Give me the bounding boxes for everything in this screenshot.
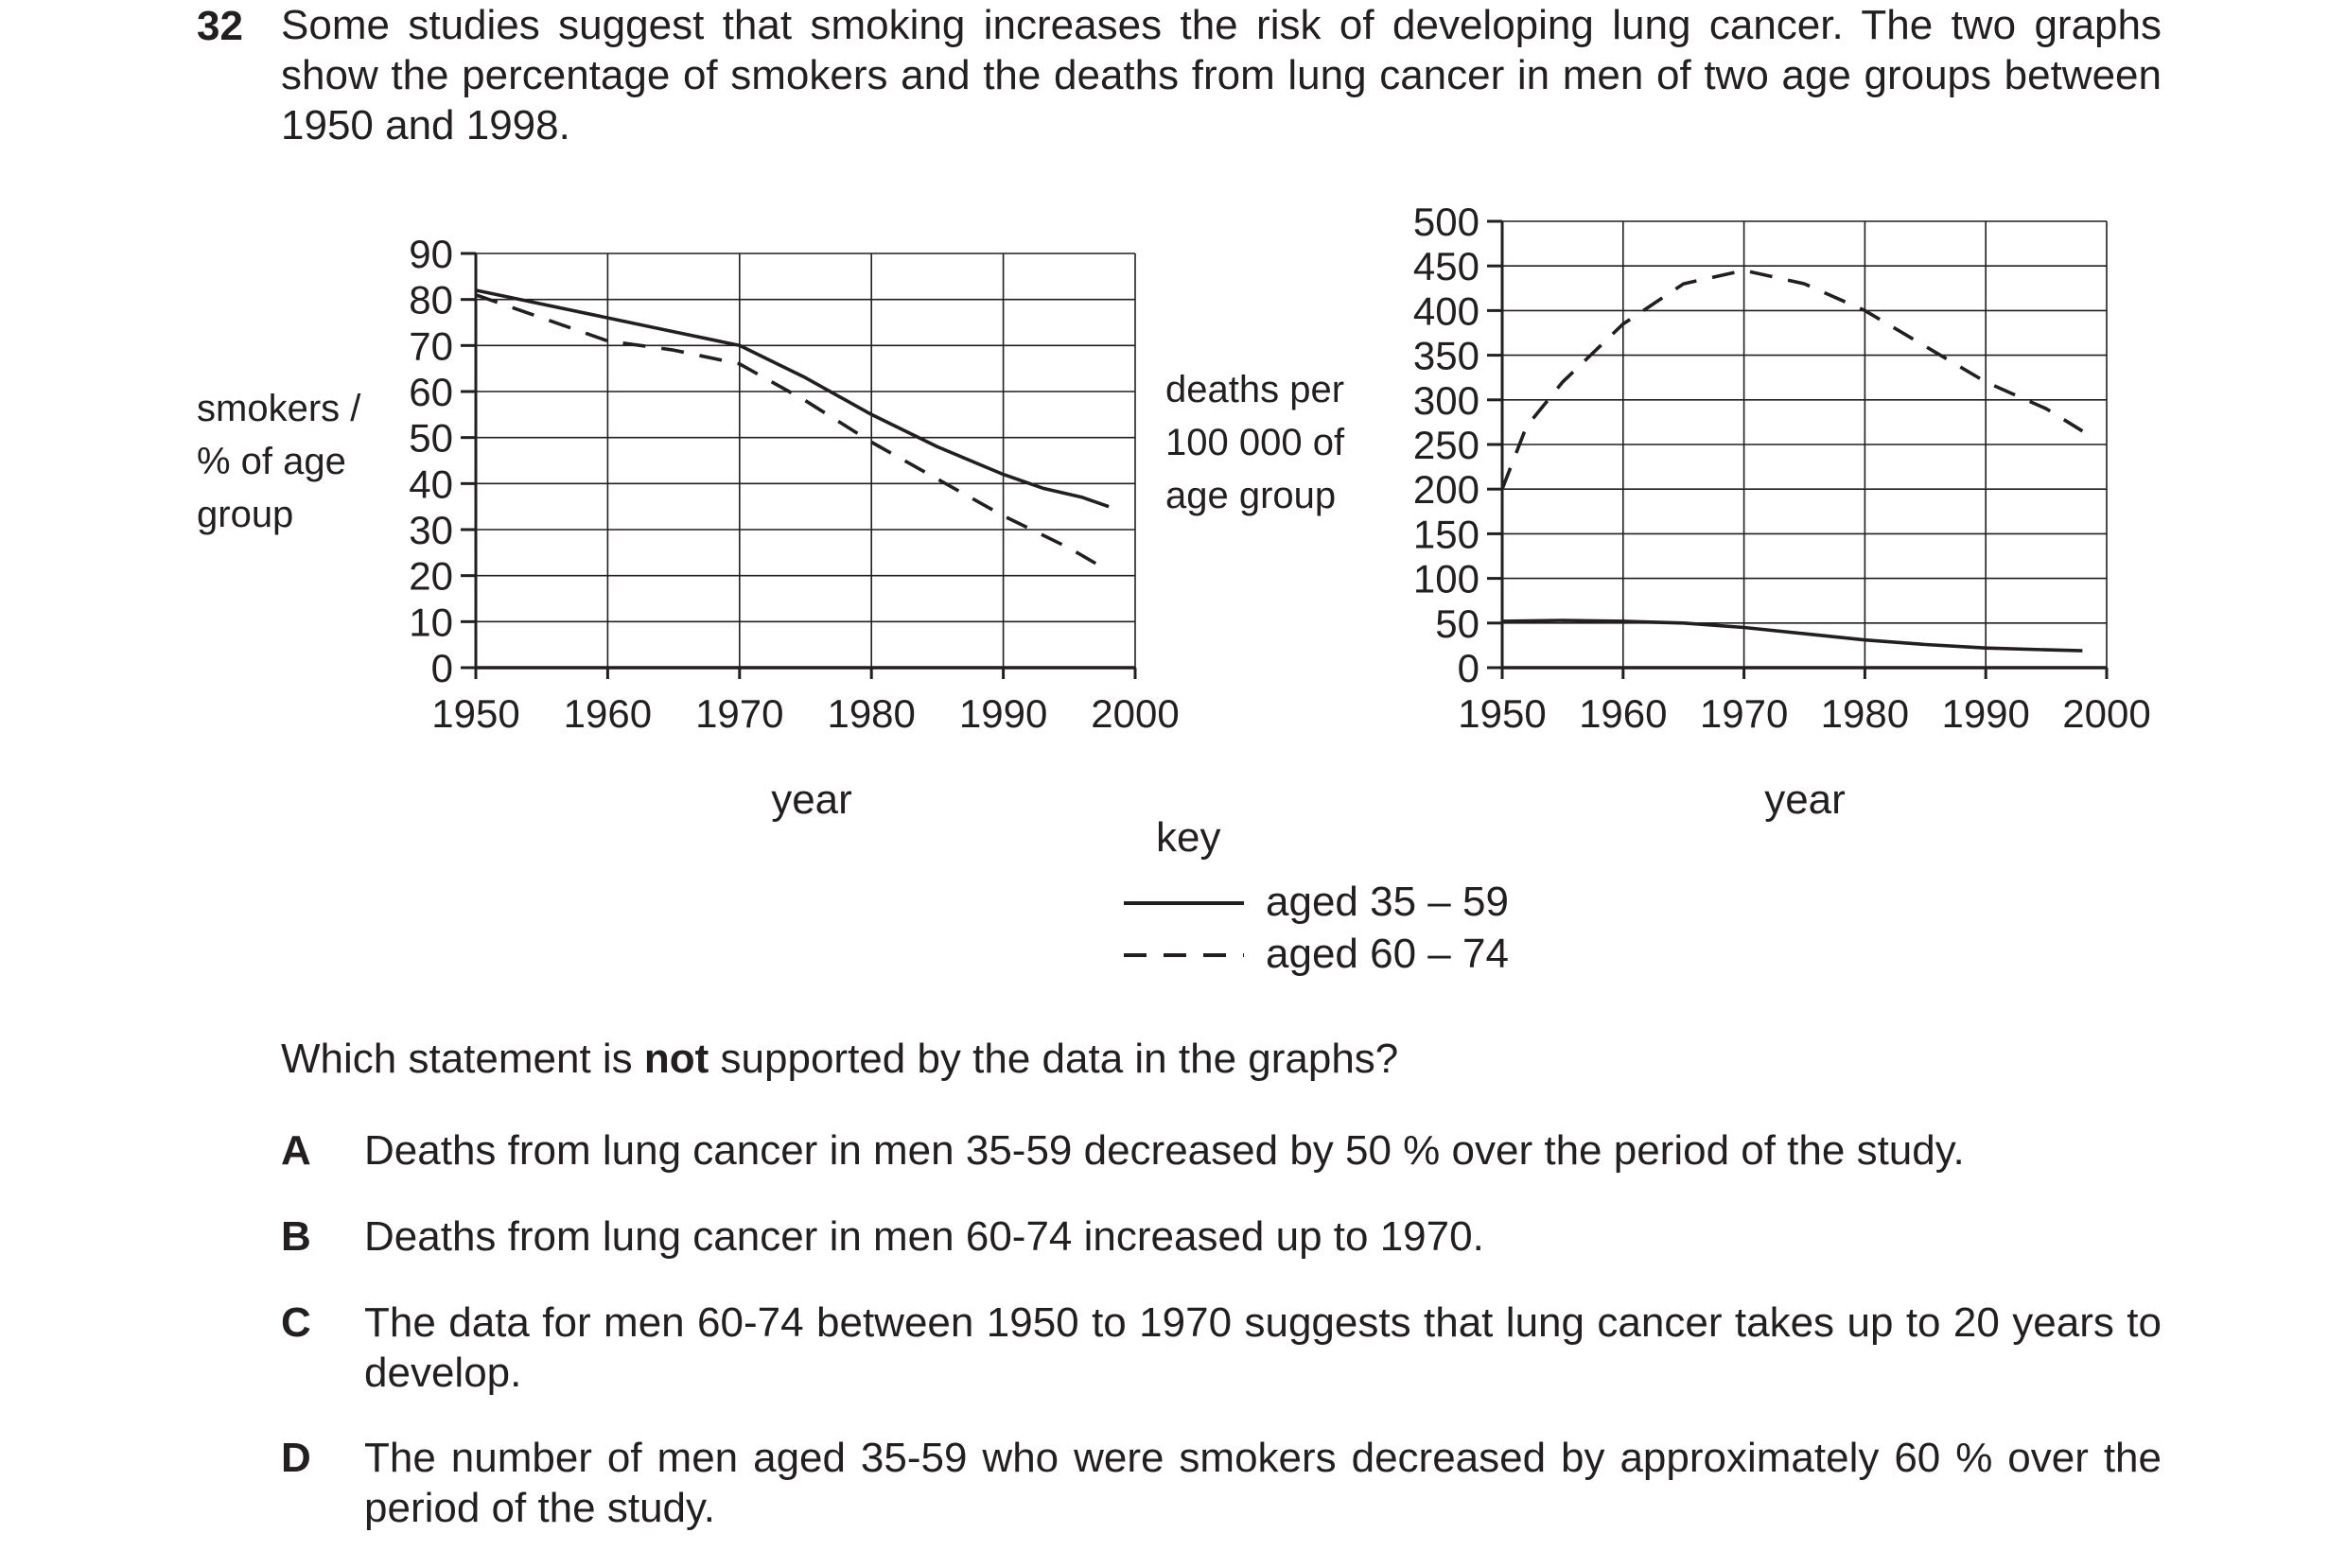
smokers-x-tick-label: 1970 [695, 691, 784, 736]
smokers-y-tick-label: 0 [430, 646, 453, 690]
y-axis-label-line: % of age [197, 441, 346, 482]
key-title: key [1156, 814, 1221, 861]
deaths-x-tick-label: 1980 [1820, 691, 1910, 736]
smokers-y-axis-label [197, 388, 361, 535]
option-d-letter[interactable]: D [281, 1435, 311, 1481]
deaths-x-tick-label: 1990 [1941, 691, 2030, 736]
smokers-x-tick-label: 1950 [431, 691, 520, 736]
key-entry-label: aged 35 – 59 [1266, 879, 1509, 925]
deaths-series-aged-60-74-line [1502, 270, 2082, 489]
smokers-y-tick-label: 60 [409, 370, 453, 414]
deaths-series-aged-35-59-line [1502, 620, 2082, 651]
deaths-chart [1413, 200, 2151, 736]
option-c-text[interactable]: The data for men 60-74 between 1950 to 1970 suggests that lung cancer takes up to 20 years to develop. [364, 1299, 2162, 1396]
prompt-start: Which statement is [281, 1036, 644, 1082]
deaths-y-tick-label: 100 [1412, 556, 1479, 601]
deaths-x-tick-label: 1970 [1699, 691, 1789, 736]
smokers-y-tick-label: 70 [409, 323, 453, 369]
option-a-letter[interactable]: A [281, 1127, 311, 1174]
y-axis-label-line: smokers / [197, 388, 361, 429]
option-a-text[interactable]: Deaths from lung cancer in men 35-59 decreased by 50 % over the period of the study. [364, 1127, 1965, 1174]
deaths-y-tick-label: 350 [1412, 333, 1479, 378]
y-axis-label-line: group [197, 494, 294, 535]
y-axis-label-line: 100 000 of [1165, 422, 1345, 463]
prompt-emphasis: not [643, 1036, 709, 1082]
smokers-chart [409, 232, 1179, 736]
smokers-y-tick-label: 20 [409, 553, 453, 599]
smokers-x-tick-label: 1960 [563, 691, 653, 736]
deaths-x-axis-label: year [1764, 776, 1846, 823]
deaths-y-tick-label: 300 [1412, 377, 1479, 423]
option-b-text[interactable]: Deaths from lung cancer in men 60-74 increased up to 1970. [364, 1213, 1484, 1260]
smokers-y-tick-label: 50 [409, 415, 453, 461]
deaths-x-tick-label: 1960 [1579, 691, 1668, 736]
deaths-y-axis-label [1165, 369, 1345, 516]
option-c-letter[interactable]: C [281, 1299, 311, 1346]
smokers-y-tick-label: 90 [409, 232, 453, 276]
deaths-y-tick-label: 50 [1435, 601, 1479, 646]
deaths-x-tick-label: 1950 [1458, 691, 1547, 736]
smokers-x-axis-label: year [771, 776, 852, 823]
prompt-end: supported by the data in the graphs? [709, 1036, 1399, 1082]
deaths-y-tick-label: 450 [1412, 244, 1479, 289]
option-d-text[interactable]: The number of men aged 35-59 who were smokers decreased by approximately 60 % over the period of the study. [364, 1435, 2162, 1531]
key-entry-label: aged 60 – 74 [1266, 931, 1509, 977]
smokers-x-tick-label: 1980 [827, 691, 916, 736]
deaths-y-tick-label: 150 [1412, 512, 1479, 557]
deaths-y-tick-label: 500 [1412, 200, 1479, 244]
question-number: 32 [197, 3, 243, 49]
deaths-y-tick-label: 250 [1412, 423, 1479, 467]
smokers-series-aged-35-59-line [476, 290, 1109, 507]
deaths-y-tick-label: 200 [1412, 467, 1479, 513]
deaths-y-tick-label: 400 [1412, 288, 1479, 334]
question-stem: Some studies suggest that smoking increases the risk of developing lung cancer. The two graphs show the percentage of smokers and the deaths from lung cancer in men of two age groups between 1950 and 1998. [281, 2, 2162, 148]
deaths-x-tick-label: 2000 [2062, 691, 2151, 736]
question-prompt [281, 1033, 1398, 1086]
smokers-y-tick-label: 80 [409, 277, 453, 322]
deaths-y-tick-label: 0 [1457, 646, 1479, 690]
smokers-y-tick-label: 40 [409, 462, 453, 507]
option-b-letter[interactable]: B [281, 1213, 311, 1260]
y-axis-label-line: deaths per [1165, 369, 1345, 410]
smokers-x-tick-label: 1990 [958, 691, 1048, 736]
smokers-x-tick-label: 2000 [1091, 691, 1180, 736]
smokers-y-tick-label: 10 [409, 600, 453, 645]
smokers-y-tick-label: 30 [409, 508, 453, 552]
y-axis-label-line: age group [1165, 475, 1337, 516]
